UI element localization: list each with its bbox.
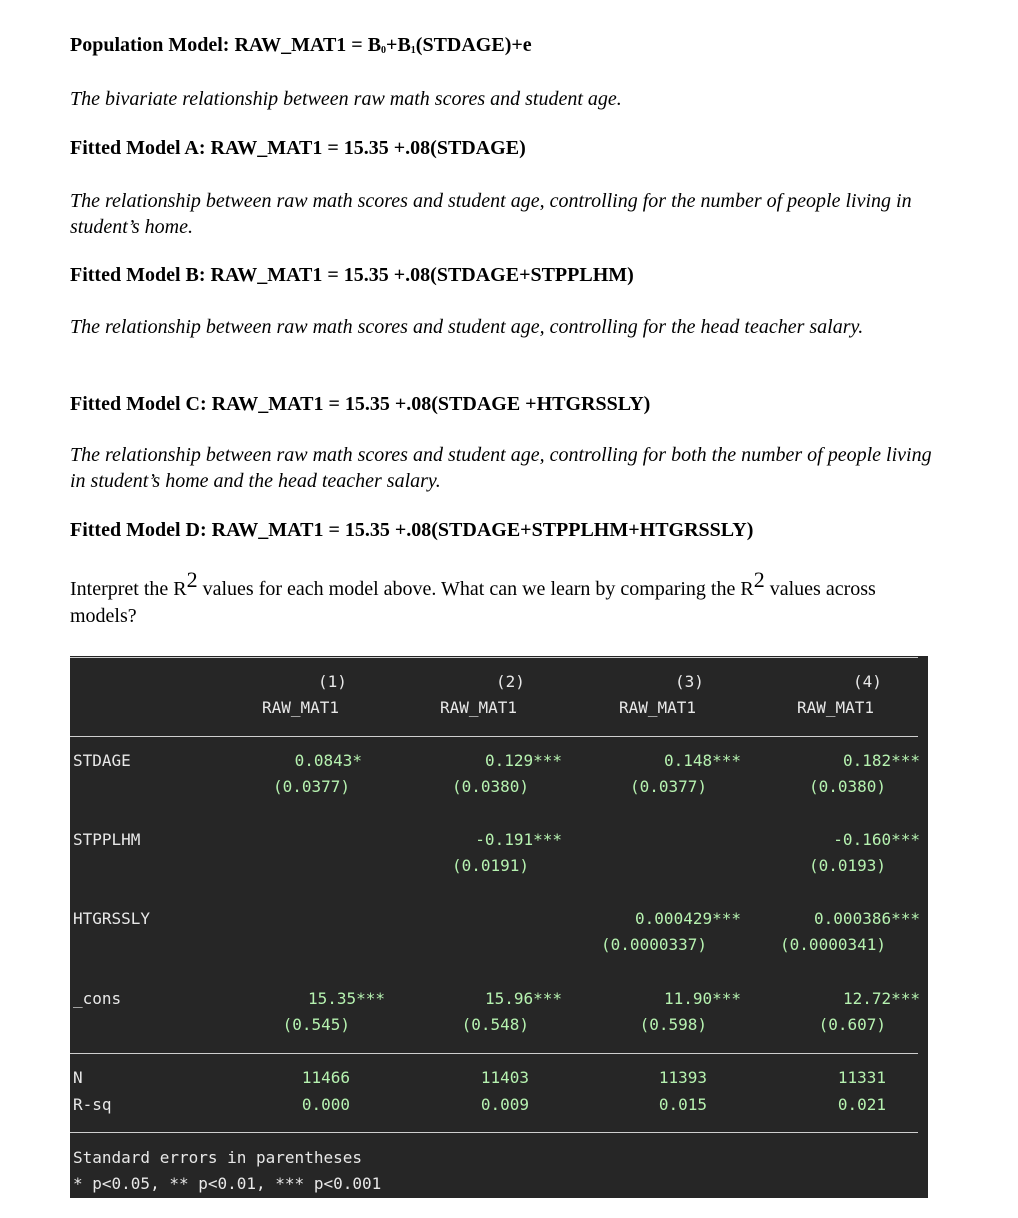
- coef-stdage-1: 0.0843*: [294, 751, 362, 770]
- col-num-3: (3): [675, 672, 704, 691]
- row-label-stdage: STDAGE: [73, 751, 131, 770]
- rsq-value-4: 0.021: [837, 1095, 886, 1114]
- se-htgrssly-3: (0.0000337): [601, 935, 707, 954]
- fitted-model-b: Fitted Model B: RAW_MAT1 = 15.35 +.08(STDAGE+STPPLHM): [70, 264, 634, 286]
- model-c-description: The relationship between raw math scores and student age, controlling for the head teacher salary.: [70, 316, 864, 338]
- col-name-2: RAW_MAT1: [440, 698, 518, 717]
- n-value-3: 11393: [658, 1068, 707, 1087]
- coef-stdage-4: 0.182***: [842, 751, 920, 770]
- footnote-significance: * p<0.05, ** p<0.01, *** p<0.001: [73, 1174, 382, 1193]
- rsq-value-3: 0.015: [658, 1095, 707, 1114]
- population-description: The bivariate relationship between raw math scores and student age.: [70, 88, 622, 110]
- se-stpplhm-2: (0.0191): [451, 856, 529, 875]
- fitted-model-d: Fitted Model D: RAW_MAT1 = 15.35 +.08(STDAGE+STPPLHM+HTGRSSLY): [70, 519, 754, 541]
- coef-stdage-3: 0.148***: [663, 751, 741, 770]
- coef-htgrssly-3: 0.000429***: [635, 909, 741, 928]
- question-text: Interpret the $R^2$ values for each model above. What can we learn by comparing the $R^2$ values across models?: [70, 567, 876, 627]
- rsq-value-1: 0.000: [301, 1095, 350, 1114]
- se-htgrssly-4: (0.0000341): [780, 935, 886, 954]
- row-label-htgrssly: HTGRSSLY: [73, 909, 151, 928]
- col-num-4: (4): [853, 672, 882, 691]
- col-name-4: RAW_MAT1: [797, 698, 875, 717]
- row-label-rsq: R-sq: [73, 1095, 112, 1114]
- se-cons-4: (0.607): [818, 1015, 886, 1034]
- stats-rule: [70, 1053, 918, 1054]
- model-b-description: The relationship between raw math scores and student age, controlling for the number of people living in student’s home.: [70, 190, 912, 238]
- bottom-rule: [70, 1132, 918, 1133]
- coef-stpplhm-4: -0.160***: [833, 830, 920, 849]
- model-d-description: The relationship between raw math scores and student age, controlling for both the number of people living in student’s home and the head teacher salary.: [70, 444, 932, 492]
- col-name-1: RAW_MAT1: [262, 698, 340, 717]
- row-label-cons: _cons: [73, 989, 122, 1008]
- coef-cons-2: 15.96***: [484, 989, 562, 1008]
- n-value-1: 11466: [301, 1068, 350, 1087]
- coef-stdage-2: 0.129***: [484, 751, 562, 770]
- rsq-value-2: 0.009: [480, 1095, 529, 1114]
- population-model: Population Model: RAW_MAT1 = $B_0+B_1(STDAGE)+e$: [70, 34, 532, 56]
- n-value-4: 11331: [837, 1068, 886, 1087]
- se-cons-2: (0.548): [461, 1015, 529, 1034]
- col-num-1: (1): [318, 672, 347, 691]
- se-stdage-1: (0.0377): [272, 777, 350, 796]
- se-stdage-2: (0.0380): [451, 777, 529, 796]
- se-stdage-4: (0.0380): [808, 777, 886, 796]
- fitted-model-c: Fitted Model C: RAW_MAT1 = 15.35 +.08(STDAGE +HTGRSSLY): [70, 393, 651, 415]
- coef-cons-1: 15.35***: [307, 989, 385, 1008]
- regression-output-table: [70, 656, 928, 1198]
- se-stdage-3: (0.0377): [629, 777, 707, 796]
- n-value-2: 11403: [480, 1068, 529, 1087]
- se-stpplhm-4: (0.0193): [808, 856, 886, 875]
- header-rule: [70, 736, 918, 737]
- se-cons-1: (0.545): [282, 1015, 350, 1034]
- se-cons-3: (0.598): [639, 1015, 707, 1034]
- table-top-rule: [70, 657, 918, 658]
- col-num-2: (2): [496, 672, 525, 691]
- coef-stpplhm-2: -0.191***: [475, 830, 562, 849]
- row-label-stpplhm: STPPLHM: [73, 830, 141, 849]
- coef-cons-3: 11.90***: [663, 989, 741, 1008]
- col-name-3: RAW_MAT1: [619, 698, 697, 717]
- coef-cons-4: 12.72***: [842, 989, 920, 1008]
- coef-htgrssly-4: 0.000386***: [814, 909, 920, 928]
- row-label-n: N: [73, 1068, 83, 1087]
- fitted-model-a: Fitted Model A: RAW_MAT1 = 15.35 +.08(STDAGE): [70, 137, 526, 159]
- footnote-standard-errors: Standard errors in parentheses: [73, 1148, 362, 1167]
